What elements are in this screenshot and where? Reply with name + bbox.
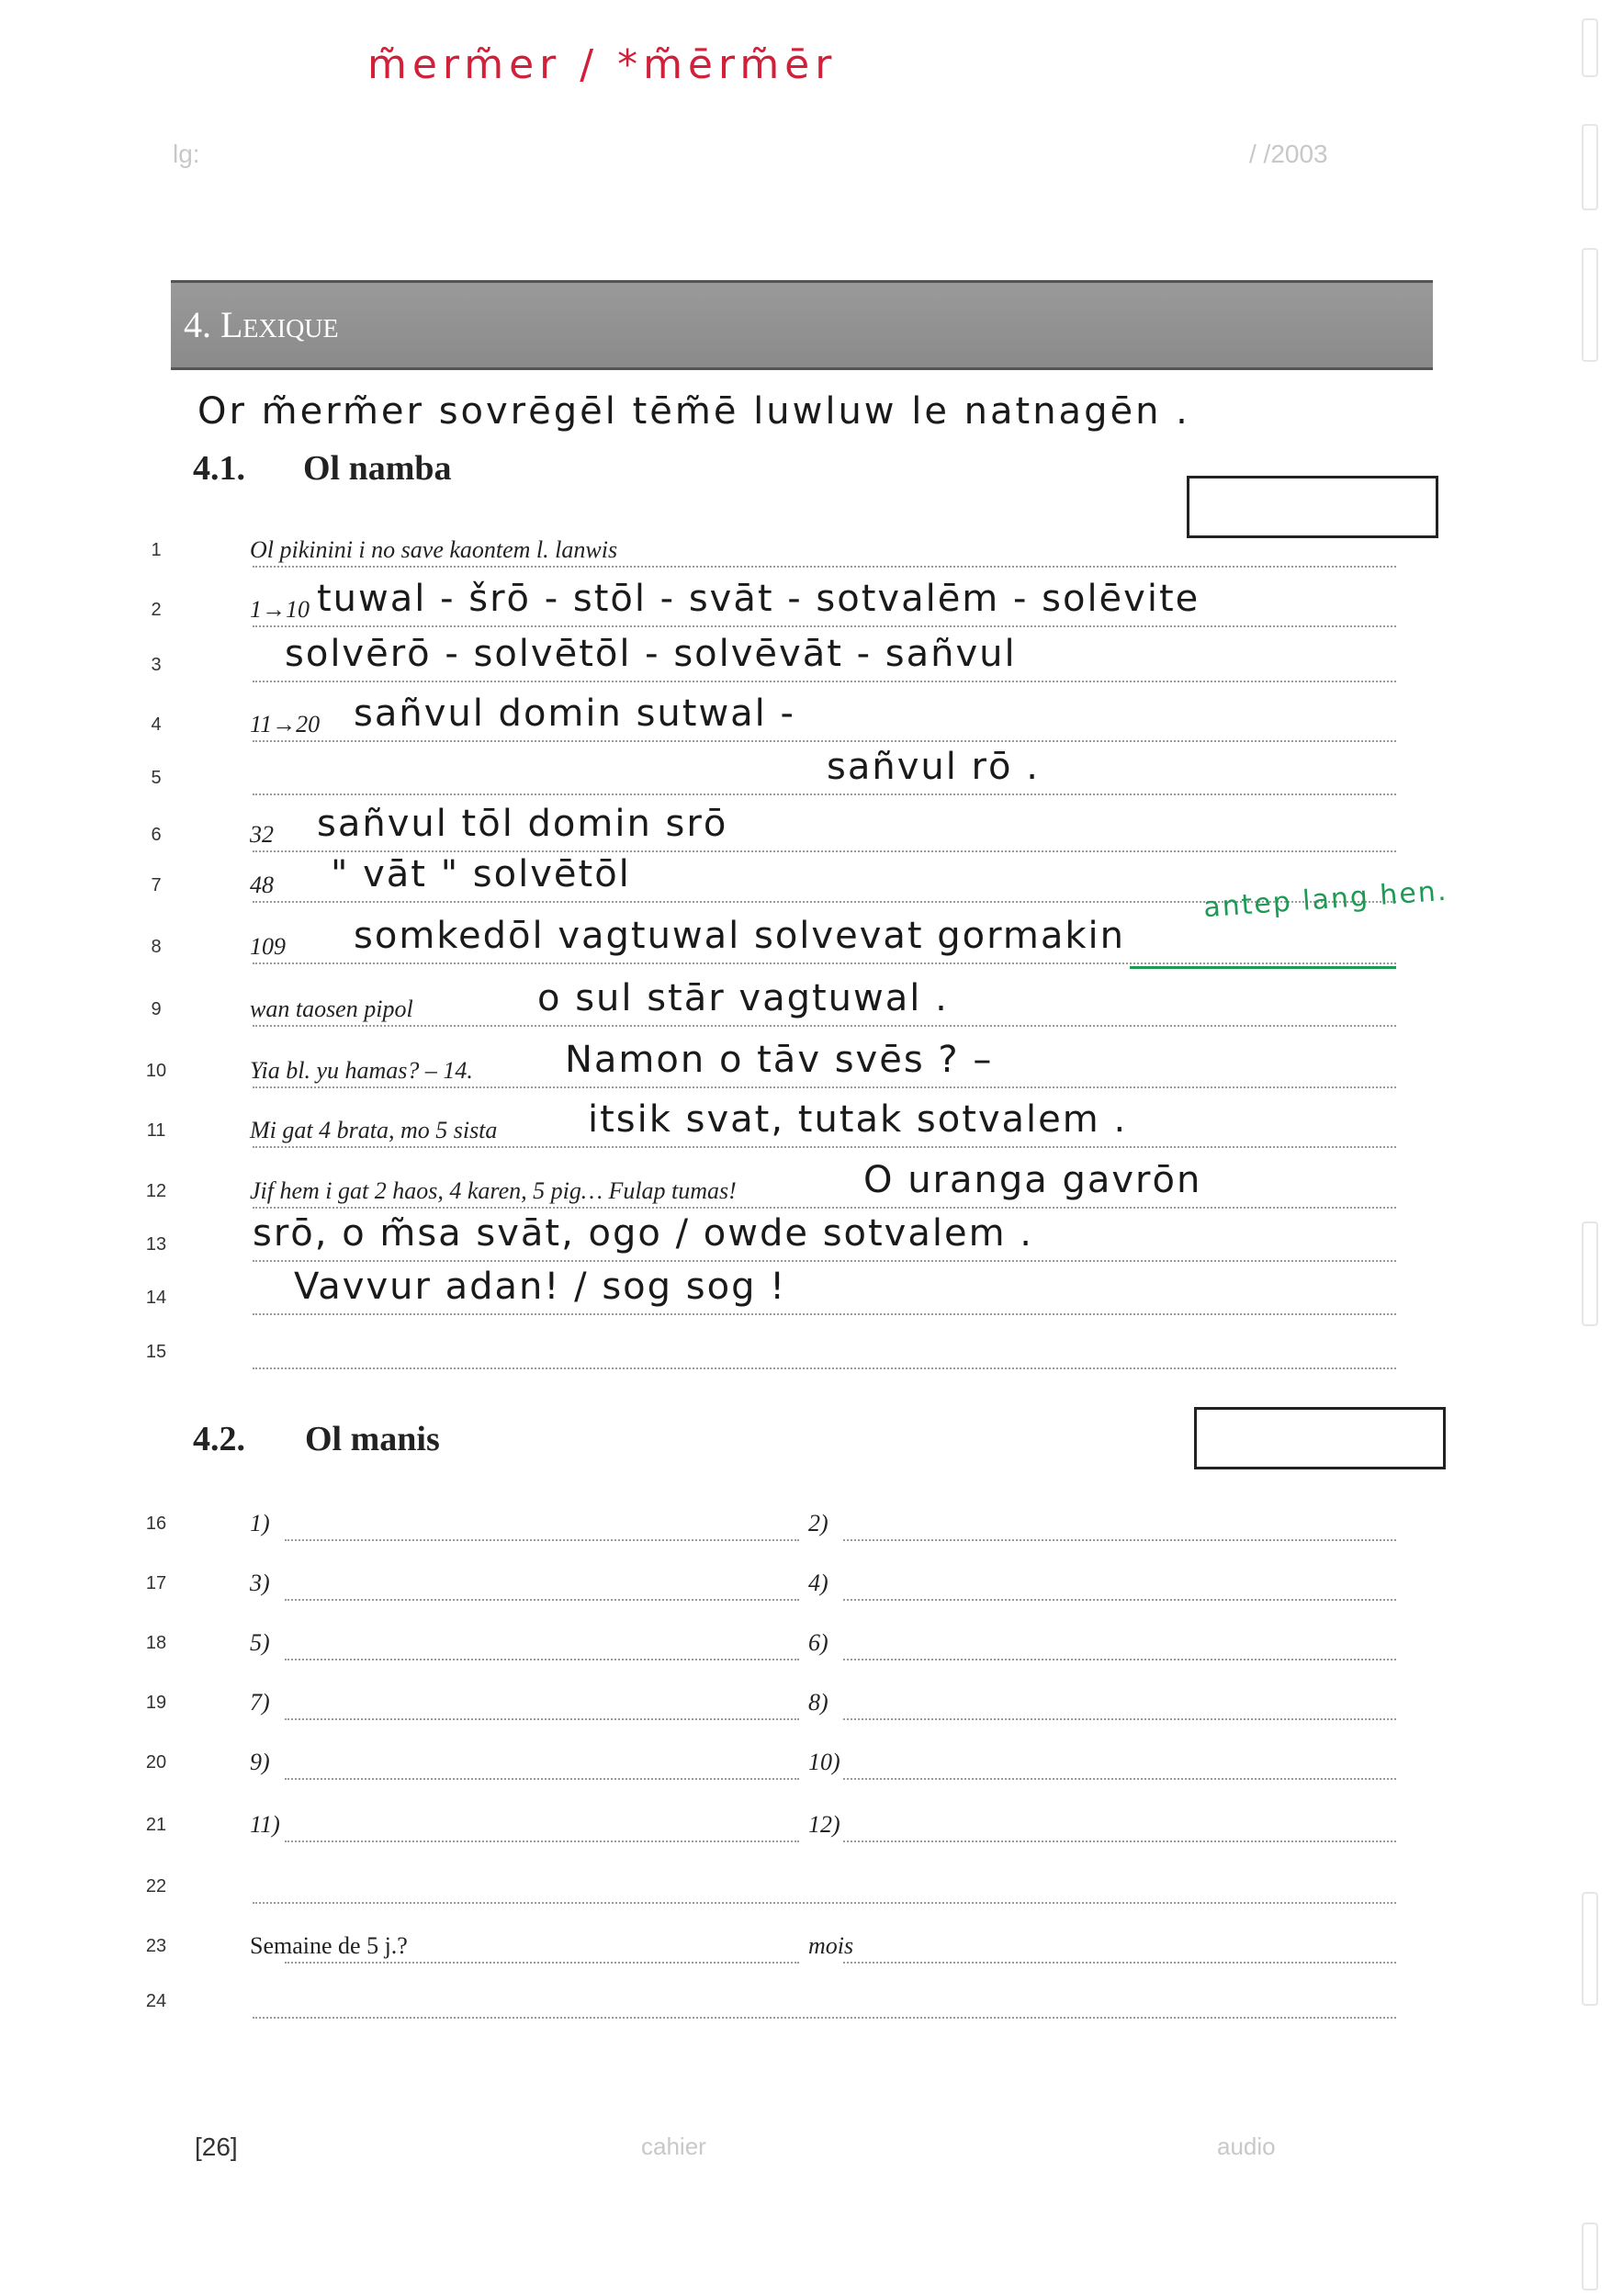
line-number: 4 [151, 715, 162, 735]
answer-line [285, 1659, 799, 1660]
audio-label: audio [1217, 2133, 1276, 2160]
top-annotation: m̃erm̃er / *m̃ērm̃ēr [367, 41, 838, 88]
answer-line [843, 1840, 1396, 1842]
month-prompt: 6) [808, 1629, 828, 1656]
line-number: 22 [145, 1876, 167, 1896]
subsection-title-4-1: Ol namba [303, 449, 452, 488]
answer-line [253, 1146, 1396, 1148]
month-prompt: 7) [250, 1689, 270, 1716]
prompt-text: Yia bl. yu hamas? – 14. [250, 1057, 473, 1084]
prompt-text: 1→10 [250, 596, 310, 623]
handwritten-answer: somkedōl vagtuwal solvevat gormakin [354, 915, 1125, 957]
line-number: 20 [145, 1752, 167, 1773]
handwritten-answer: sañvul tōl domin srō [317, 803, 728, 845]
prompt-text: 32 [250, 821, 274, 848]
answer-line [843, 1599, 1396, 1601]
month-prompt: 9) [250, 1749, 270, 1775]
answer-line [843, 1539, 1396, 1541]
page-number: [26] [195, 2133, 238, 2161]
answer-line [253, 566, 1396, 568]
month-prompt: 11) [250, 1811, 280, 1838]
answer-line [843, 1778, 1396, 1780]
line-number: 3 [151, 655, 162, 675]
answer-line [253, 1902, 1396, 1904]
line-number: 12 [145, 1181, 167, 1201]
month-prompt: 12) [808, 1811, 840, 1838]
answer-line [253, 740, 1396, 742]
lg-label: lg: [173, 140, 200, 168]
line-number: 9 [151, 999, 162, 1019]
date-field: / /2003 [1249, 140, 1328, 168]
month-prompt: 8) [808, 1689, 828, 1716]
section-title: 4. Lexique [184, 304, 339, 345]
edge-mark [1582, 2223, 1598, 2290]
edge-mark [1582, 18, 1598, 77]
handwritten-answer: srō, o m̃sa svāt, ogo / owde sotvalem . [253, 1212, 1033, 1255]
handwritten-answer: " vāt " solvētōl [331, 853, 631, 895]
edge-mark [1582, 1221, 1598, 1326]
month-prompt: 2) [808, 1510, 828, 1536]
line-number: 24 [145, 1991, 167, 2011]
answer-line [843, 1659, 1396, 1660]
handwritten-answer: itsik svat, tutak sotvalem . [588, 1098, 1128, 1141]
prompt-text: 48 [250, 872, 274, 898]
answer-line [253, 625, 1396, 627]
answer-line [843, 1718, 1396, 1720]
answer-line [285, 1599, 799, 1601]
line-number: 1 [151, 540, 162, 560]
line-number: 7 [151, 875, 162, 895]
handwritten-answer: Vavvur adan! / sog sog ! [294, 1266, 787, 1308]
line-number: 23 [145, 1936, 167, 1956]
answer-line [285, 1718, 799, 1720]
subsection-title-4-2: Ol manis [305, 1420, 440, 1458]
line-number: 5 [151, 768, 162, 788]
answer-line [285, 1840, 799, 1842]
line-number: 13 [145, 1234, 167, 1255]
subsection-number-4-1: 4.1. [193, 449, 245, 488]
month-prompt: mois [808, 1932, 854, 1959]
answer-line [253, 1207, 1396, 1209]
handwritten-answer: sañvul domin sutwal - [354, 692, 795, 735]
line-number: 10 [145, 1061, 167, 1081]
score-box-4-2[interactable] [1194, 1407, 1446, 1469]
answer-line [285, 1539, 799, 1541]
edge-mark [1582, 124, 1598, 210]
answer-line [253, 793, 1396, 795]
score-box-4-1[interactable] [1187, 476, 1438, 538]
line-number: 18 [145, 1633, 167, 1653]
handwritten-answer: sañvul rō . [827, 746, 1040, 788]
month-prompt: 5) [250, 1629, 270, 1656]
answer-line [253, 1367, 1396, 1369]
handwritten-answer: o sul stār vagtuwal . [537, 977, 949, 1019]
prompt-text: Jif hem i gat 2 haos, 4 karen, 5 pig… Fulap tumas! [250, 1177, 737, 1204]
month-prompt: 3) [250, 1570, 270, 1596]
edge-mark [1582, 1892, 1598, 2006]
green-underline [1130, 966, 1396, 969]
prompt-text: 109 [250, 933, 286, 960]
answer-line [285, 1778, 799, 1780]
green-annotation: antep lang hen. [1202, 874, 1449, 925]
prompt-text: 11→20 [250, 711, 321, 737]
line-number: 14 [145, 1288, 167, 1308]
handwritten-answer: solvērō - solvētōl - solvēvāt - sañvul [285, 633, 1017, 675]
answer-line [253, 681, 1396, 682]
cahier-label: cahier [641, 2133, 706, 2160]
answer-line [253, 1086, 1396, 1088]
handwritten-answer: O uranga gavrōn [863, 1159, 1202, 1201]
month-prompt: 4) [808, 1570, 828, 1596]
handwritten-intro: Or m̃erm̃er sovrēgēl tēm̃ē luwluw le natnagēn . [197, 390, 1190, 433]
line-number: 21 [145, 1815, 167, 1835]
line-number: 11 [146, 1120, 166, 1141]
answer-line [253, 1260, 1396, 1262]
month-prompt: 10) [808, 1749, 840, 1775]
line-number: 19 [145, 1693, 167, 1713]
month-prompt: Semaine de 5 j.? [250, 1932, 408, 1959]
answer-line [253, 850, 1396, 852]
answer-line [253, 1025, 1396, 1027]
prompt-text: Ol pikinini i no save kaontem l. lanwis [250, 536, 618, 563]
line-number: 8 [151, 937, 162, 957]
answer-line [285, 1962, 799, 1964]
line-number: 16 [145, 1514, 167, 1534]
month-prompt: 1) [250, 1510, 270, 1536]
answer-line [253, 2017, 1396, 2019]
line-number: 15 [145, 1342, 167, 1362]
handwritten-answer: Namon o tāv svēs ? – [565, 1039, 994, 1081]
edge-mark [1582, 248, 1598, 362]
section-header [171, 280, 1433, 370]
answer-line [843, 1962, 1396, 1964]
prompt-text: Mi gat 4 brata, mo 5 sista [250, 1117, 498, 1143]
subsection-number-4-2: 4.2. [193, 1420, 245, 1458]
line-number: 17 [145, 1573, 167, 1593]
handwritten-answer: tuwal - šrō - stōl - svāt - sotvalēm - solēvite [317, 578, 1200, 620]
line-number: 6 [151, 825, 162, 845]
answer-line [253, 962, 1396, 964]
answer-line [253, 1313, 1396, 1315]
line-number: 2 [151, 600, 162, 620]
prompt-text: wan taosen pipol [250, 996, 413, 1022]
